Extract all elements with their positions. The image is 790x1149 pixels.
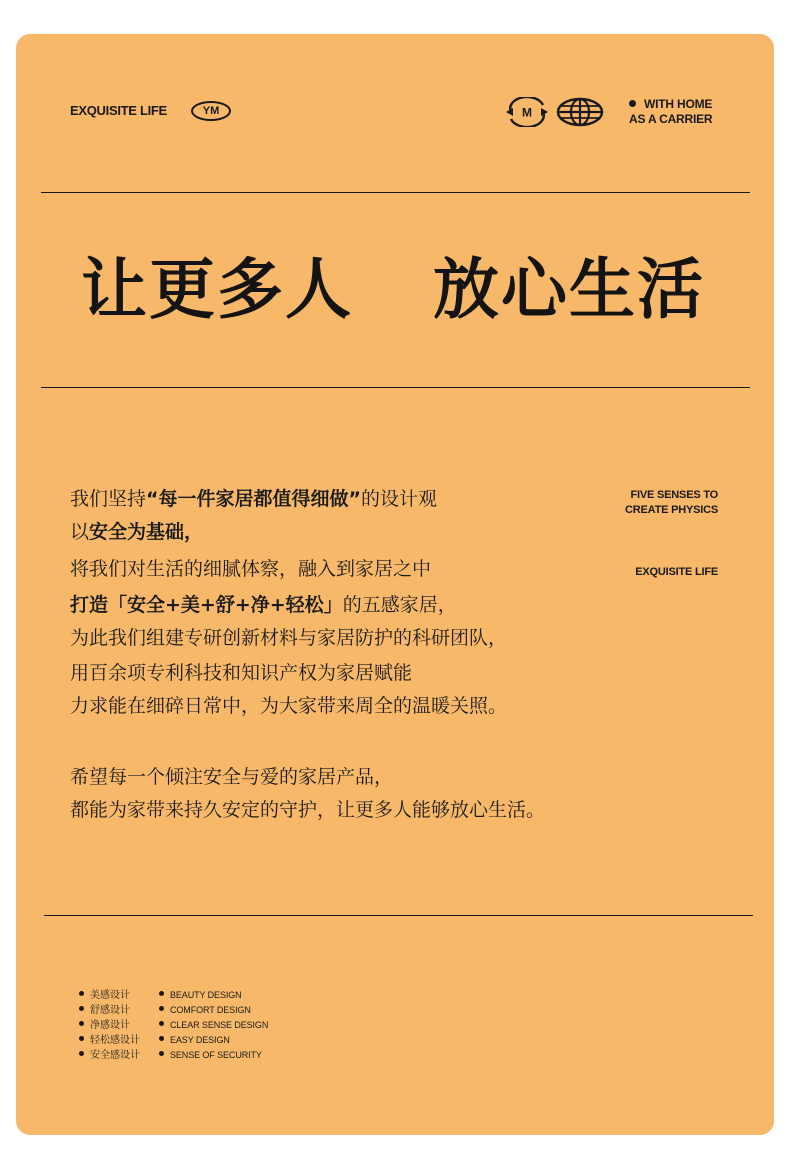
bullet-dot-icon (79, 991, 84, 996)
body-line-4-post: 的五感家居， (342, 594, 457, 616)
top-divider (41, 192, 750, 193)
design-en-2: COMFORT DESIGN (170, 1005, 251, 1015)
poster-card (16, 34, 774, 1135)
bullet-dot-icon (629, 100, 636, 107)
m-icon-letter: M (522, 105, 532, 120)
body-line-5: 为此我们组建专研创新材料与家居防护的科研团队， (70, 627, 508, 649)
globe-icon (556, 97, 604, 127)
list-item (159, 1033, 268, 1048)
body-line-1-quote: “每一件家居都值得细做” (146, 488, 361, 510)
body-line-1 (70, 487, 437, 511)
body-line-3: 将我们对生活的细腻体察，融入到家居之中 (70, 558, 432, 580)
design-list-cn (79, 988, 140, 1063)
list-item (79, 1048, 140, 1063)
carrier-line-2: AS A CARRIER (629, 112, 713, 126)
bullet-dot-icon (79, 1051, 84, 1056)
body-line-6: 用百余项专利科技和知识产权为家居赋能 (70, 662, 413, 684)
body-line-2-bold: 安全为基础， (89, 521, 204, 543)
five-senses-line-2: CREATE PHYSICS (625, 504, 718, 516)
list-item (79, 1003, 140, 1018)
title-right: 放心生活 (433, 251, 705, 328)
list-item (159, 1003, 268, 1018)
bullet-dot-icon (79, 1006, 84, 1011)
list-item (159, 988, 268, 1003)
bullet-dot-icon (159, 1036, 164, 1041)
bottom-divider (44, 915, 753, 916)
bullet-dot-icon (79, 1036, 84, 1041)
bullet-dot-icon (79, 1021, 84, 1026)
m-arrows-icon (503, 97, 551, 127)
body-line-4-bold: 打造「安全+美+舒+净+轻松」 (70, 594, 343, 616)
carrier-tagline (629, 97, 712, 127)
design-cn-4: 轻松感设计 (90, 1035, 140, 1046)
body-line-1-pre: 我们坚持 (70, 488, 147, 510)
list-item (159, 1018, 268, 1033)
body-line-8: 希望每一个倾注安全与爱的家居产品， (70, 766, 394, 788)
body-line-7: 力求能在细碎日常中，为大家带来周全的温暖关照。 (70, 695, 508, 717)
bullet-dot-icon (159, 991, 164, 996)
five-senses-label (625, 488, 718, 518)
list-item (79, 1033, 140, 1048)
design-cn-1: 美感设计 (90, 990, 130, 1001)
bullet-dot-icon (159, 1021, 164, 1026)
body-line-9: 都能为家带来持久安定的守护，让更多人能够放心生活。 (70, 799, 546, 821)
design-cn-2: 舒感设计 (90, 1005, 130, 1016)
design-list-en (159, 988, 268, 1063)
list-item (159, 1048, 268, 1063)
side-brand-label: EXQUISITE LIFE (635, 566, 718, 578)
title-left: 让更多人 (81, 251, 353, 328)
design-cn-5: 安全感设计 (90, 1050, 140, 1061)
list-item (79, 988, 140, 1003)
body-line-4 (70, 593, 457, 617)
brand-text: EXQUISITE LIFE (70, 103, 167, 118)
bullet-dot-icon (159, 1006, 164, 1011)
body-line-1-post: 的设计观 (361, 488, 438, 510)
body-line-2-pre: 以 (70, 521, 90, 543)
design-en-3: CLEAR SENSE DESIGN (170, 1020, 269, 1030)
design-en-5: SENSE OF SECURITY (170, 1050, 262, 1060)
design-en-4: EASY DESIGN (170, 1035, 230, 1045)
body-line-2 (70, 520, 203, 544)
bullet-dot-icon (159, 1051, 164, 1056)
design-cn-3: 净感设计 (90, 1020, 130, 1031)
title-divider (41, 387, 750, 388)
five-senses-line-1: FIVE SENSES TO (630, 489, 718, 501)
carrier-line-1: WITH HOME (644, 97, 713, 111)
ym-badge-icon: YM (191, 101, 231, 121)
design-en-1: BEAUTY DESIGN (170, 990, 242, 1000)
list-item (79, 1018, 140, 1033)
